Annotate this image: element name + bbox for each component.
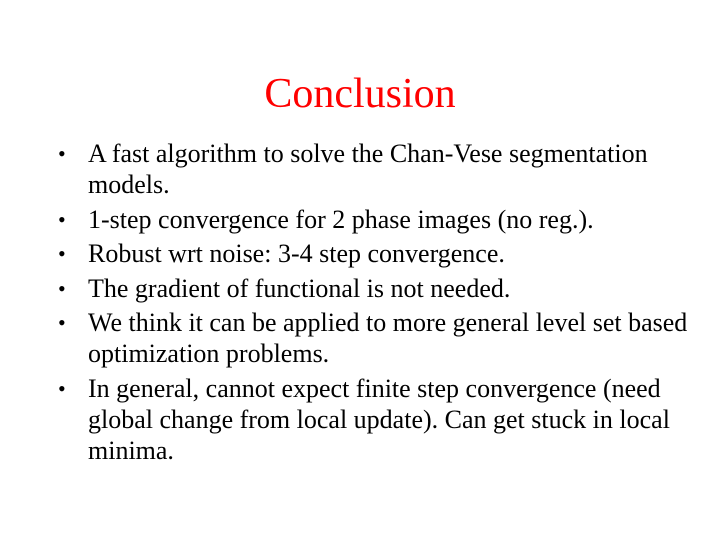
bullet-icon: • — [58, 275, 66, 301]
bullet-text: Robust wrt noise: 3-4 step convergence. — [88, 239, 505, 268]
bullet-text: The gradient of functional is not needed. — [88, 273, 511, 303]
bullet-text: A fast algorithm to solve the Chan-Vese segmentation models. — [88, 139, 648, 199]
bullet-text: 1-step convergence for 2 phase images (no reg.). — [88, 204, 594, 234]
list-item — [58, 373, 688, 466]
slide-title: Conclusion — [264, 71, 456, 117]
bullet-icon: • — [58, 141, 66, 166]
bullet-text: We think it can be applied to more general level set based optimization problems. — [88, 308, 688, 368]
list-item — [58, 307, 688, 369]
bullet-list — [58, 138, 688, 469]
list-item — [58, 138, 688, 200]
bullet-icon: • — [58, 310, 66, 335]
list-item — [58, 204, 688, 235]
bullet-icon: • — [58, 241, 66, 266]
bullet-icon: • — [58, 375, 66, 401]
list-item — [58, 238, 688, 269]
bullet-text: In general, cannot expect finite step convergence (need global change from local update). Can get stuck in local minima. — [88, 373, 670, 465]
list-item — [58, 273, 688, 304]
bullet-icon: • — [58, 206, 66, 232]
